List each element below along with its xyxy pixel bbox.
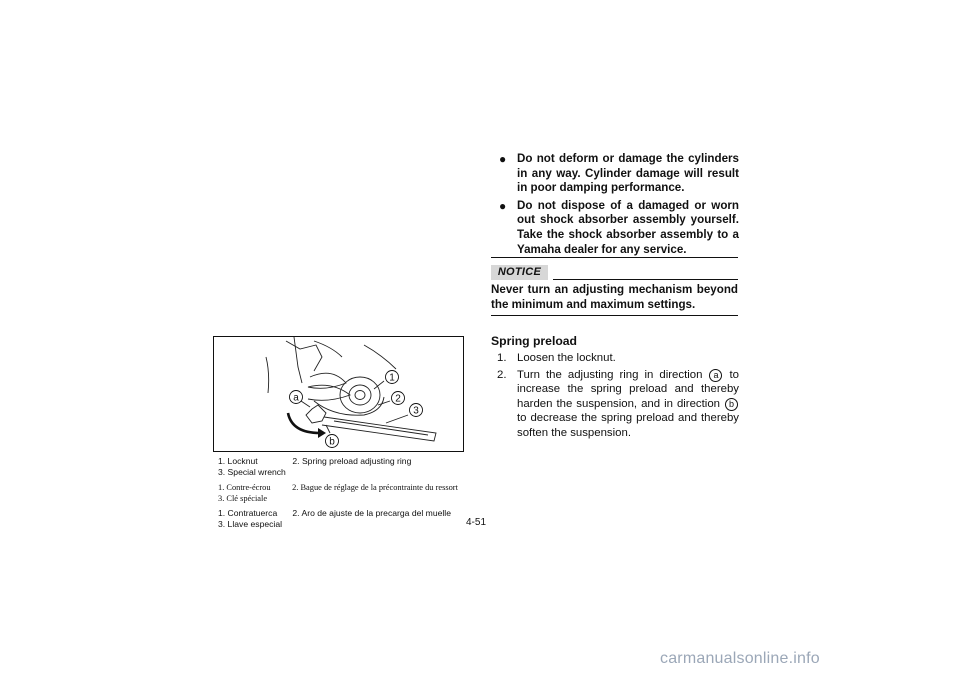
special-wrench [322, 417, 436, 441]
special-wrench [334, 421, 428, 435]
caption-english [218, 456, 478, 478]
step-text-middle: to increase the spring preload and thereby harden the suspension, and in direction [517, 368, 740, 410]
step-text-end: to decrease the spring preload and thereby soften the suspension. [517, 412, 739, 439]
adjusting-ring [314, 397, 384, 415]
caption-spanish [218, 508, 478, 530]
bullet-text: Do not deform or damage the cylinders in any way. Cylinder damage will result in poor damping performance. [517, 152, 739, 195]
locknut-ring [349, 385, 371, 405]
step-number: 2. [497, 368, 507, 381]
leader-line [374, 381, 384, 389]
bullet-item [497, 152, 739, 196]
notice-header-line [553, 279, 738, 280]
bullet-item [497, 199, 739, 257]
watermark-link[interactable]: carmanualsonline.info [660, 650, 820, 667]
illustration-figure [213, 336, 464, 452]
figure-captions [218, 456, 478, 534]
frame-outline [266, 357, 269, 393]
caption-item: 1. Locknut [218, 456, 258, 466]
shock-absorber-illustration [214, 337, 463, 451]
section-heading: Spring preload [491, 334, 577, 348]
frame-outline [286, 341, 322, 371]
callout-a-label: a [293, 392, 299, 404]
leader-line [378, 401, 390, 405]
caption-item: 2. Aro de ajuste de la precarga del muelle [292, 508, 451, 518]
direction-arrow [288, 413, 320, 433]
caption-item: 1. Contratuerca [218, 508, 278, 518]
callout-b-label: b [329, 436, 335, 448]
notice-bottom-rule [491, 315, 738, 316]
page-number: 4-51 [466, 517, 487, 528]
caption-item: 3. Llave especial [218, 519, 283, 529]
callout-3-label: 3 [413, 405, 419, 417]
step-list [497, 351, 739, 443]
shock-body [340, 377, 380, 413]
caption-item: 3. Special wrench [218, 467, 286, 477]
direction-arrowhead [318, 428, 326, 438]
step-item [497, 368, 739, 441]
wrench-head [306, 405, 326, 423]
frame-outline [294, 337, 302, 383]
caption-item: 3. Clé spéciale [218, 494, 268, 503]
caption-item: 2. Spring preload adjusting ring [292, 456, 412, 466]
step-text-start: Turn the adjusting ring in direction [517, 368, 703, 381]
bullet-dot-icon: ● [499, 198, 507, 213]
bullet-dot-icon: ● [499, 152, 507, 166]
step-text: Loosen the locknut. [517, 352, 616, 364]
notice-badge: NOTICE [491, 265, 548, 280]
divider-rule [491, 257, 738, 258]
step-number: 1. [497, 352, 507, 364]
frame-outline [364, 345, 396, 369]
callout-1-label: 1 [389, 372, 395, 384]
warning-bullet-list [497, 152, 739, 257]
direction-a-marker: a [709, 369, 722, 382]
caption-item: 1. Contre-écrou [218, 483, 271, 492]
bullet-text: Do not dispose of a damaged or worn out shock absorber assembly yourself. Take the shock absorber assembly to a Yamaha dealer for any service. [517, 198, 739, 256]
spring-coil [308, 373, 350, 400]
notice-text: Never turn an adjusting mechanism beyond the minimum and maximum settings. [491, 283, 738, 311]
caption-french [218, 482, 478, 504]
caption-item: 2. Bague de réglage de la précontrainte du ressort [292, 483, 458, 492]
shaft-end [355, 391, 365, 400]
step-item [497, 351, 739, 366]
leader-line [386, 415, 408, 423]
direction-b-marker: b [725, 398, 738, 411]
callout-2-label: 2 [395, 393, 401, 405]
